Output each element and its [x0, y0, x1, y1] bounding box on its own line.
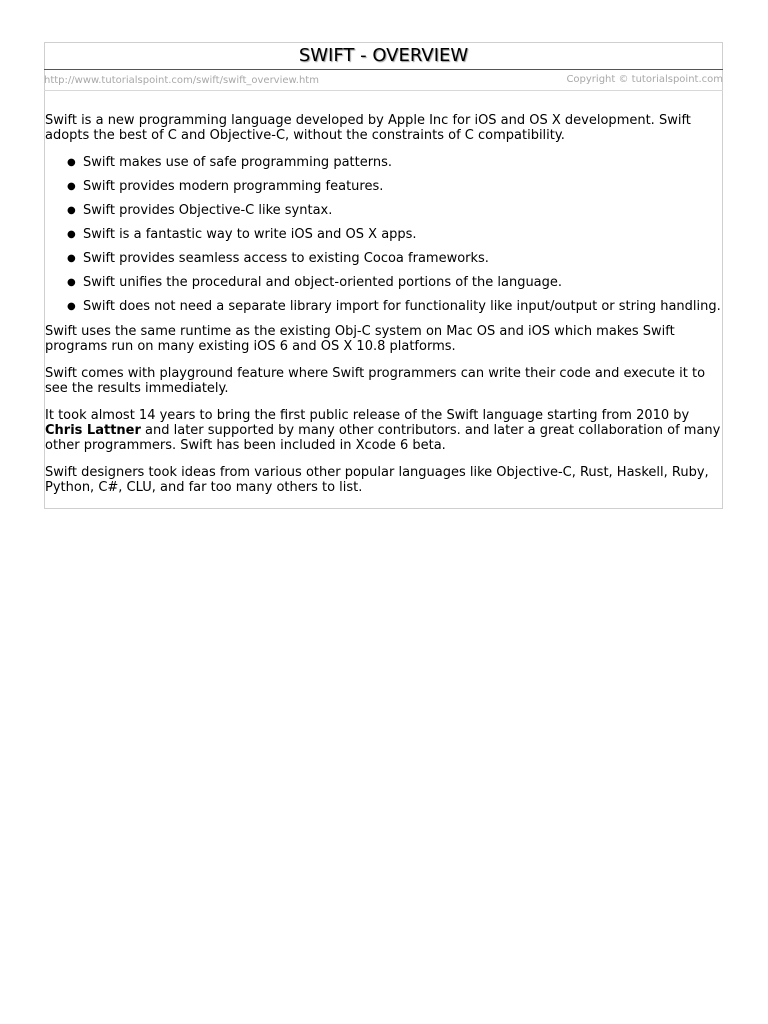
- history-paragraph: [45, 408, 723, 453]
- ideas-paragraph: Swift designers took ideas from various other popular languages like Objective-C, Rust, Haskell, Ruby, Python, C#, CLU, and far too many others to list.: [45, 465, 709, 495]
- list-item: [67, 299, 723, 314]
- bullet-icon: ●: [67, 301, 76, 312]
- article-body: [45, 113, 723, 507]
- bullet-icon: ●: [67, 229, 76, 240]
- bullet-icon: ●: [67, 253, 76, 264]
- list-item: [67, 203, 723, 218]
- list-item: [67, 179, 723, 194]
- list-item-text: Swift is a fantastic way to write iOS and OS X apps.: [83, 227, 417, 242]
- list-item: [67, 251, 723, 266]
- list-item-text: Swift does not need a separate library import for functionality like input/output or string handling.: [83, 299, 721, 314]
- copyright-text: Copyright © tutorialspoint.com: [566, 74, 723, 85]
- title-divider: [44, 69, 723, 70]
- author-name: Chris Lattner: [45, 423, 141, 438]
- list-item-text: Swift unifies the procedural and object-oriented portions of the language.: [83, 275, 563, 290]
- list-item: [67, 275, 723, 290]
- intro-paragraph: Swift is a new programming language developed by Apple Inc for iOS and OS X development. Swift adopts the best of C and Objective-C, without the constraints of C compatibility.: [45, 113, 691, 143]
- history-text-before: It took almost 14 years to bring the first public release of the Swift language starting from 2010 by: [45, 408, 690, 423]
- bullet-icon: ●: [67, 277, 76, 288]
- runtime-paragraph: Swift uses the same runtime as the existing Obj-C system on Mac OS and iOS which makes Swift programs run on many existing iOS 6 and OS X 10.8 platforms.: [45, 324, 675, 354]
- list-item-text: Swift provides modern programming features.: [83, 179, 384, 194]
- page-title: SWIFT - OVERVIEW: [298, 45, 469, 66]
- list-item: [67, 227, 723, 242]
- list-item-text: Swift provides Objective-C like syntax.: [83, 203, 333, 218]
- history-text-after: and later supported by many other contributors. and later a great collaboration of many other programmers. Swift has been included in Xcode 6 beta.: [45, 423, 721, 453]
- meta-divider: [44, 90, 723, 91]
- bullet-icon: ●: [67, 157, 76, 168]
- list-item-text: Swift provides seamless access to existing Cocoa frameworks.: [83, 251, 489, 266]
- bullet-icon: ●: [67, 181, 76, 192]
- bullet-icon: ●: [67, 205, 76, 216]
- list-item-text: Swift makes use of safe programming patterns.: [83, 155, 392, 170]
- playground-paragraph: Swift comes with playground feature where Swift programmers can write their code and execute it to see the results immediately.: [45, 366, 706, 396]
- list-item: [67, 155, 723, 170]
- feature-list: [45, 155, 723, 314]
- source-url-link[interactable]: http://www.tutorialspoint.com/swift/swift_overview.htm: [44, 75, 319, 86]
